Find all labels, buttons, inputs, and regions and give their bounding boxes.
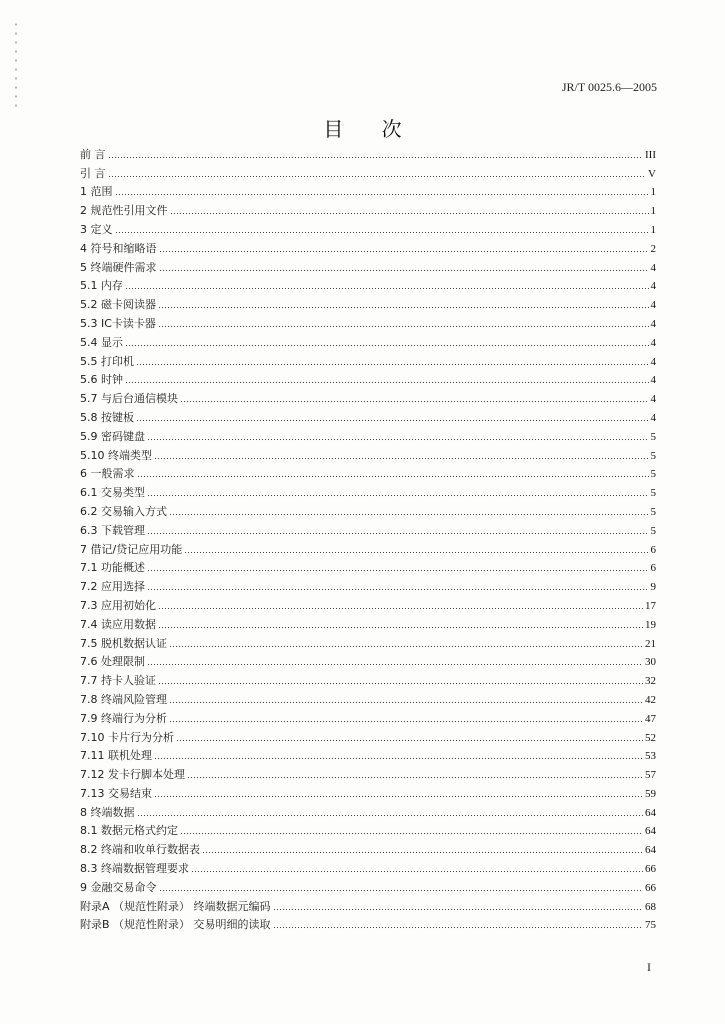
toc-entry-page: 64 [645, 806, 656, 819]
toc-entry[interactable] [80, 838, 656, 857]
toc-dot-leader [115, 231, 649, 234]
toc-dot-leader [158, 306, 649, 309]
toc-dot-leader [169, 645, 643, 648]
toc-entry[interactable] [80, 237, 656, 256]
toc-entry-label: 5.3 IC卡读卡器 [80, 316, 156, 330]
toc-entry[interactable] [80, 350, 656, 369]
toc-entry-page: 5 [650, 468, 656, 481]
toc-title: 目 次 [323, 117, 418, 141]
toc-entry[interactable] [80, 181, 656, 200]
toc-entry-page: 9 [650, 581, 656, 594]
toc-entry-label: 7.12 发卡行脚本处理 [80, 768, 185, 782]
toc-entry-label: 3 定义 [80, 222, 113, 236]
toc-entry-label: 5.10 终端类型 [80, 448, 152, 462]
toc-entry-page: 4 [650, 393, 656, 406]
toc-entry-page: 1 [650, 223, 656, 236]
toc-entry-page: 64 [645, 844, 656, 857]
toc-dot-leader [159, 269, 649, 272]
toc-dot-leader [154, 795, 643, 798]
toc-entry[interactable] [80, 876, 656, 895]
toc-entry-page: V [648, 167, 656, 180]
standard-code: JR/T 0025.6—2005 [561, 80, 657, 94]
toc-dot-leader [158, 626, 643, 629]
toc-dot-leader [158, 682, 643, 685]
toc-entry-page: 42 [645, 693, 656, 706]
toc-entry-label: 5.2 磁卡阅读器 [80, 298, 156, 312]
toc-entry-label: 7.6 处理限制 [80, 655, 145, 669]
toc-dot-leader [154, 757, 643, 760]
toc-entry-page: 57 [645, 769, 656, 782]
toc-entry-page: 5 [650, 449, 656, 462]
toc-entry-label: 5.6 时钟 [80, 373, 123, 387]
toc-dot-leader [180, 832, 643, 835]
toc-entry[interactable] [80, 293, 656, 312]
toc-entry-page: 4 [650, 280, 656, 293]
toc-dot-leader [125, 287, 649, 290]
toc-entry-page: 5 [650, 524, 656, 537]
toc-dot-leader [147, 532, 649, 535]
toc-entry-page: 4 [650, 299, 656, 312]
toc-dot-leader [187, 776, 643, 779]
toc-entry-label: 5 终端硬件需求 [80, 260, 157, 274]
toc-entry-label: 2 规范性引用文件 [80, 204, 168, 218]
toc-entry-label: 引 言 [80, 166, 106, 180]
toc-dot-leader [169, 513, 649, 516]
toc-entry-page: 21 [645, 637, 656, 650]
toc-entry-page: 30 [645, 656, 656, 669]
toc-entry-label: 6.2 交易输入方式 [80, 504, 167, 518]
toc-entry-label: 5.5 打印机 [80, 354, 134, 368]
toc-dot-leader [191, 870, 643, 873]
toc-entry[interactable] [80, 331, 656, 350]
toc-entry-page: 1 [650, 186, 656, 199]
toc-entry[interactable] [80, 369, 656, 388]
toc-entry-page: 68 [645, 900, 656, 913]
toc-entry[interactable] [80, 707, 656, 726]
toc-entry[interactable] [80, 425, 656, 444]
toc-entry-page: 4 [650, 336, 656, 349]
toc-entry[interactable] [80, 632, 656, 651]
toc-entry-page: 66 [645, 881, 656, 894]
toc-dot-leader [136, 363, 649, 366]
toc-entry-page: 19 [645, 618, 656, 631]
toc-entry[interactable] [80, 387, 656, 406]
toc-entry[interactable] [80, 801, 656, 820]
toc-entry[interactable] [80, 218, 656, 237]
toc-entry[interactable] [80, 312, 656, 331]
toc-entry-label: 前 言 [80, 147, 106, 161]
binding-edge-dots [14, 20, 18, 110]
toc-entry[interactable] [80, 613, 656, 632]
toc-entry-page: III [645, 148, 656, 161]
toc-entry[interactable] [80, 857, 656, 876]
toc-entry-label: 6.1 交易类型 [80, 486, 145, 500]
toc-entry-page: 6 [650, 562, 656, 575]
toc-entry-page: 4 [650, 261, 656, 274]
toc-entry[interactable] [80, 199, 656, 218]
toc-dot-leader [147, 569, 649, 572]
toc-dot-leader [115, 193, 649, 196]
toc-entry[interactable] [80, 162, 656, 181]
toc-entry[interactable] [80, 143, 656, 162]
toc-entry[interactable] [80, 519, 656, 538]
toc-dot-leader [169, 720, 643, 723]
toc-entry[interactable] [80, 782, 656, 801]
toc-dot-leader [180, 400, 649, 403]
toc-dot-leader [125, 381, 649, 384]
toc-entry-page: 59 [645, 787, 656, 800]
toc-entry[interactable] [80, 481, 656, 500]
toc-dot-leader [137, 475, 649, 478]
toc-entry-label: 5.8 按键板 [80, 410, 134, 424]
toc-entry-page: 6 [650, 543, 656, 556]
toc-entry-label: 附录A （规范性附录） 终端数据元编码 [80, 899, 271, 913]
toc-dot-leader [108, 156, 644, 159]
toc-entry[interactable] [80, 763, 656, 782]
toc-entry-page: 5 [650, 430, 656, 443]
toc-entry-label: 8.1 数据元格式约定 [80, 824, 178, 838]
toc-entry-page: 32 [645, 675, 656, 688]
toc-dot-leader [158, 607, 643, 610]
toc-entry[interactable] [80, 669, 656, 688]
toc-list [80, 143, 656, 932]
toc-entry-page: 75 [645, 919, 656, 932]
toc-entry[interactable] [80, 594, 656, 613]
toc-dot-leader [147, 438, 649, 441]
toc-entry-label: 6.3 下载管理 [80, 523, 145, 537]
toc-entry-label: 附录B （规范性附录） 交易明细的读取 [80, 918, 271, 932]
toc-entry-page: 2 [650, 242, 656, 255]
toc-entry-page: 66 [645, 863, 656, 876]
toc-entry-label: 5.9 密码键盘 [80, 429, 145, 443]
toc-entry-page: 4 [650, 317, 656, 330]
toc-entry-label: 7.2 应用选择 [80, 580, 145, 594]
toc-entry[interactable] [80, 914, 656, 933]
toc-entry-label: 7.3 应用初始化 [80, 598, 156, 612]
toc-entry-label: 6 一般需求 [80, 467, 135, 481]
toc-dot-leader [176, 739, 643, 742]
toc-entry-label: 7.4 读应用数据 [80, 617, 156, 631]
toc-entry[interactable] [80, 651, 656, 670]
toc-entry-label: 9 金融交易命令 [80, 880, 157, 894]
toc-entry-label: 7.13 交易结束 [80, 786, 152, 800]
toc-entry-label: 7.8 终端风险管理 [80, 692, 167, 706]
toc-entry-label: 8.3 终端数据管理要求 [80, 862, 189, 876]
toc-dot-leader [170, 212, 649, 215]
toc-entry-label: 1 范围 [80, 185, 113, 199]
toc-entry[interactable] [80, 406, 656, 425]
toc-entry[interactable] [80, 575, 656, 594]
toc-entry-page: 47 [645, 712, 656, 725]
toc-dot-leader [147, 588, 649, 591]
toc-entry-label: 7.10 卡片行为分析 [80, 730, 174, 744]
toc-entry[interactable] [80, 726, 656, 745]
toc-entry-label: 4 符号和缩略语 [80, 241, 157, 255]
toc-dot-leader [108, 175, 647, 178]
toc-entry[interactable] [80, 688, 656, 707]
toc-dot-leader [158, 325, 649, 328]
toc-entry[interactable] [80, 557, 656, 576]
toc-entry-label: 7.7 持卡人验证 [80, 674, 156, 688]
toc-entry-label: 7.11 联机处理 [80, 749, 152, 763]
toc-dot-leader [154, 457, 649, 460]
toc-entry[interactable] [80, 820, 656, 839]
toc-dot-leader [273, 908, 643, 911]
toc-entry-page: 52 [645, 731, 656, 744]
toc-entry[interactable] [80, 463, 656, 482]
toc-dot-leader [147, 663, 643, 666]
toc-entry-page: 4 [650, 411, 656, 424]
toc-dot-leader [202, 851, 643, 854]
toc-entry-page: 5 [650, 487, 656, 500]
toc-entry-label: 7.5 脱机数据认证 [80, 636, 167, 650]
toc-dot-leader [125, 344, 649, 347]
toc-entry-page: 53 [645, 750, 656, 763]
toc-entry[interactable] [80, 500, 656, 519]
toc-dot-leader [159, 889, 644, 892]
toc-entry-label: 5.7 与后台通信模块 [80, 392, 178, 406]
toc-dot-leader [159, 250, 649, 253]
toc-dot-leader [273, 926, 643, 929]
toc-dot-leader [136, 419, 649, 422]
toc-entry-page: 1 [650, 205, 656, 218]
toc-entry-label: 8 终端数据 [80, 805, 135, 819]
toc-dot-leader [137, 814, 644, 817]
toc-entry-page: 5 [650, 505, 656, 518]
toc-entry[interactable] [80, 895, 656, 914]
toc-dot-leader [147, 494, 649, 497]
toc-dot-leader [169, 701, 643, 704]
toc-entry-label: 8.2 终端和收单行数据表 [80, 843, 200, 857]
toc-entry[interactable] [80, 745, 656, 764]
toc-entry[interactable] [80, 538, 656, 557]
toc-entry-label: 7.9 终端行为分析 [80, 711, 167, 725]
toc-entry-page: 17 [645, 599, 656, 612]
toc-entry[interactable] [80, 275, 656, 294]
toc-entry[interactable] [80, 444, 656, 463]
toc-entry-label: 5.4 显示 [80, 335, 123, 349]
toc-entry-page: 4 [650, 355, 656, 368]
toc-entry-label: 7 借记/贷记应用功能 [80, 542, 183, 556]
toc-entry-page: 64 [645, 825, 656, 838]
toc-dot-leader [184, 551, 648, 554]
page-number: I [647, 960, 651, 974]
toc-entry-label: 7.1 功能概述 [80, 561, 145, 575]
toc-entry-label: 5.1 内存 [80, 279, 123, 293]
toc-entry-page: 4 [650, 374, 656, 387]
toc-entry[interactable] [80, 256, 656, 275]
